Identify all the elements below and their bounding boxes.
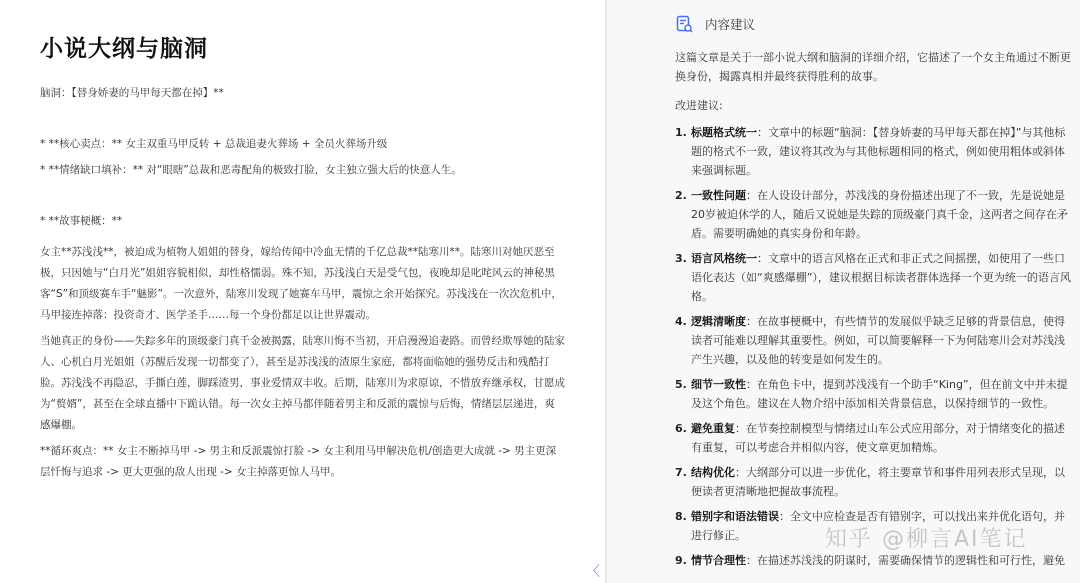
suggestion-body [691, 312, 1075, 369]
suggestion-item [675, 463, 1080, 501]
suggestion-number: 8. [675, 510, 687, 523]
spacer [40, 181, 565, 211]
suggestion-text: ：文章中的标题“脑洞：【替身娇妻的马甲每天都在掉】”与其他标题的格式不一致，建议将其改为与其他标题相同的格式，例如使用粗体或斜体来强调标题。 [691, 126, 1066, 177]
suggestion-number: 1. [675, 126, 687, 139]
spacer [40, 104, 565, 134]
suggestion-number: 5. [675, 378, 687, 391]
paragraph-brain-hole: 脑洞：【替身娇妻的马甲每天都在掉】** [40, 87, 224, 99]
suggestion-label: 错别字和语法错误 [691, 510, 779, 523]
suggestion-item [675, 312, 1080, 369]
suggestion-body [691, 249, 1075, 306]
suggestion-title: 内容建议 [705, 17, 756, 32]
suggestion-label: 语言风格统一 [691, 252, 757, 265]
suggestion-text: ：在人设设计部分，苏浅浅的身份描述出现了不一致，先是说她是20岁被迫休学的人，随后又说她是失踪的顶级豪门真千金，这两者之间存在矛盾。需要明确她的真实身份和年龄。 [691, 189, 1068, 240]
suggestion-body [691, 123, 1075, 180]
spacer [40, 232, 565, 242]
suggestion-body [691, 551, 1065, 570]
suggestion-number: 3. [675, 252, 687, 265]
paragraph-synopsis-heading: * **故事梗概：** [40, 215, 123, 227]
suggestion-list [675, 123, 1080, 570]
suggestion-text: ：在描述苏浅浅的阴谋时，需要确保情节的逻辑性和可行性，避免 [746, 554, 1065, 567]
paragraph-loop-points: **循环爽点：** 女主不断掉马甲 -> 男主和反派震惊打脸 -> 女主利用马甲解决危机/创造更大成就 -> 男主更深层忏悔与追求 -> 更大更强的敌人出现 -> 女主掉落更惊人马甲。 [40, 445, 557, 478]
paragraph-selling-points: * **核心卖点：** 女主双重马甲反转 + 总裁追妻火葬场 + 全员火葬场升级 [40, 138, 388, 150]
suggestion-subtitle: 改进建议: [675, 99, 723, 112]
suggestion-item [675, 507, 1080, 545]
suggestion-number: 2. [675, 189, 687, 202]
suggestion-label: 标题格式统一 [691, 126, 757, 139]
suggestion-body [691, 186, 1075, 243]
document-title: 小说大纲与脑洞 [40, 36, 208, 62]
suggestion-number: 9. [675, 554, 687, 567]
paragraph-synopsis-1: 女主**苏浅浅**，被迫成为植物人姐姐的替身，嫁给传闻中冷血无情的千亿总裁**陆寒川**。陆寒川对她厌恶至极，只因她与“白月光”姐姐容貌相似，却性格懦弱。殊不知，苏浅浅白天是受气包，夜晚却是叱咤风云的神秘黑客“S”和顶级赛车手“魅影”。一次意外，陆寒川发现了她赛车马甲，震惊之余开始探究。苏浅浅在一次次危机中，马甲接连掉落：投资奇才、医学圣手……每一个身份都足以让世界震动。 [40, 246, 562, 321]
suggestion-body [691, 375, 1075, 413]
suggestion-number: 6. [675, 422, 687, 435]
suggestion-body [691, 507, 1075, 545]
suggestion-body [691, 419, 1075, 457]
suggestion-item [675, 186, 1080, 243]
suggestion-card [665, 0, 1080, 583]
suggestion-number: 7. [675, 466, 687, 479]
suggestion-text: ：在故事梗概中，有些情节的发展似乎缺乏足够的背景信息，使得读者可能难以理解其重要性。例如，可以简要解释一下为何陆寒川会对苏浅浅产生兴趣，以及他的转变是如何发生的。 [691, 315, 1065, 366]
paragraph-emotion-gap: * **情绪缺口填补：** 对“眼瞎”总裁和恶毒配角的极致打脸，女主独立强大后的快意人生。 [40, 164, 462, 176]
suggestion-label: 逻辑清晰度 [691, 315, 746, 328]
suggestion-header [675, 0, 1080, 48]
suggestion-text: ：大纲部分可以进一步优化，将主要章节和事件用列表形式呈现，以便读者更清晰地把握故事流程。 [691, 466, 1065, 498]
suggestion-item [675, 375, 1080, 413]
suggestion-item [675, 249, 1080, 306]
paragraph-synopsis-2: 当她真正的身份——失踪多年的顶级豪门真千金被揭露，陆寒川悔不当初，开启漫漫追妻路。而曾经欺辱她的陆家人、心机白月光姐姐（苏醒后发现一切都变了），甚至是苏浅浅的渣原生家庭，都将面临她的强势反击和残酷打脸。苏浅浅不再隐忍，手撕白莲，脚踩渣男，事业爱情双丰收。后期，陆寒川为求原谅，不惜放弃继承权，甘愿成为“赘婿”，甚至在全球直播中下跪认错。每一次女主掉马都伴随着男主和反派的震惊与后悔，情绪层层递进，爽感爆棚。 [40, 335, 565, 431]
suggestion-number: 4. [675, 315, 687, 328]
suggestion-intro: 这篇文章是关于一部小说大纲和脑洞的详细介绍，它描述了一个女主角通过不断更换身份，揭露真相并最终获得胜利的故事。 [675, 51, 1071, 83]
suggestion-body [691, 463, 1075, 501]
suggestion-label: 结构优化 [691, 466, 735, 479]
suggestion-text: ：全文中应检查是否有错别字，可以找出来并优化语句，并进行修正。 [691, 510, 1065, 542]
suggestion-item [675, 123, 1080, 180]
document-suggestion-icon [675, 15, 693, 33]
suggestion-label: 避免重复 [691, 422, 735, 435]
suggestion-label: 一致性问题 [691, 189, 746, 202]
suggestion-panel [607, 0, 1080, 583]
suggestion-label: 细节一致性 [691, 378, 746, 391]
suggestion-label: 情节合理性 [691, 554, 746, 567]
suggestion-text: ：在节奏控制模型与情绪过山车公式应用部分，对于情绪变化的描述有重复，可以考虑合并相似内容，使文章更加精炼。 [691, 422, 1065, 454]
watermark: 知乎 @柳言AI笔记 [825, 527, 1028, 552]
suggestion-text: ：在角色卡中，提到苏浅浅有一个助手“King”，但在前文中并未提及这个角色。建议在人物介绍中添加相关背景信息，以保持细节的一致性。 [691, 378, 1068, 410]
suggestion-item [675, 551, 1080, 570]
suggestion-item [675, 419, 1080, 457]
collapse-arrow-icon[interactable]: 〈 [586, 564, 600, 580]
suggestion-text: ：文章中的语言风格在正式和非正式之间摇摆，如使用了一些口语化表达（如“爽感爆棚”），建议根据目标读者群体选择一个更为统一的语言风格。 [691, 252, 1071, 303]
